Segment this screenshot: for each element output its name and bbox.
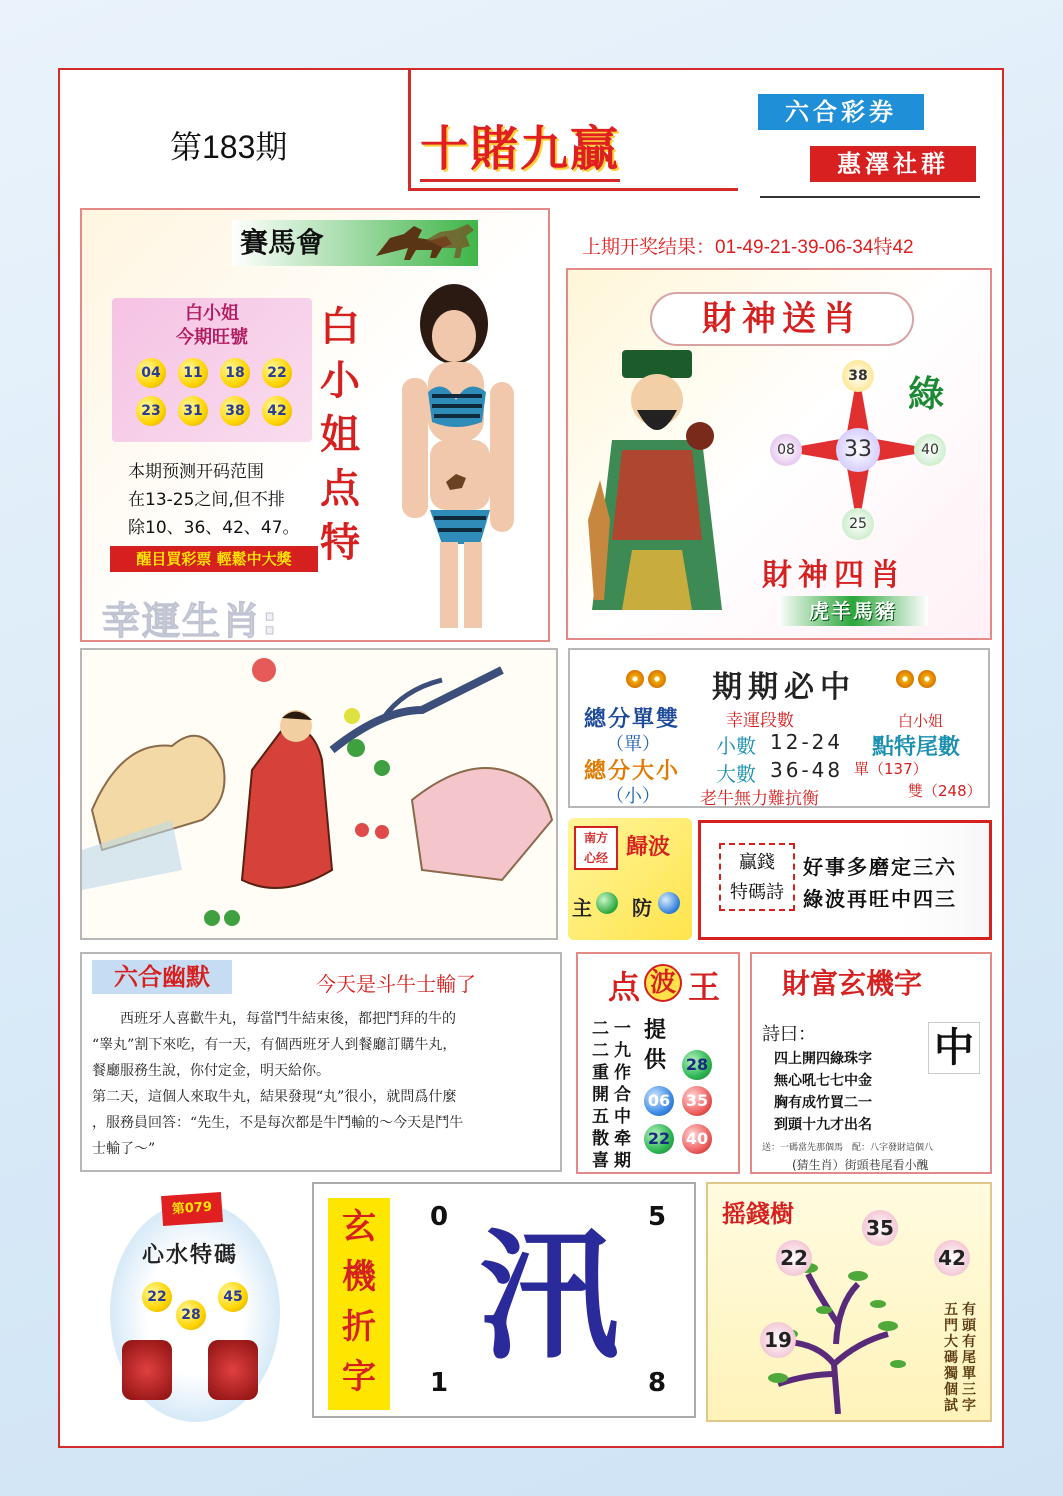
number-ball: 18 xyxy=(220,358,250,388)
wealth-god-title: 財神送肖 xyxy=(650,292,914,346)
riddle-line: 胸有成竹買二一 xyxy=(774,1095,872,1111)
heart-water-title: 心水特碼 xyxy=(142,1243,239,1268)
riddle-line: 無心吼七七中金 xyxy=(774,1073,872,1089)
heart-water-ball: 45 xyxy=(218,1282,248,1312)
coin-icon xyxy=(918,670,936,688)
sum-big-small-label: 總分大小 xyxy=(584,759,681,784)
prediction-line: 本期预测开码范围 xyxy=(128,462,264,482)
corner-number: 8 xyxy=(648,1368,667,1398)
poem-line: 綠波再旺中四三 xyxy=(803,887,957,911)
header-divider xyxy=(760,196,980,198)
header-divider xyxy=(408,188,738,191)
wave-king-column: 一九作合中牵期 xyxy=(614,1019,631,1171)
vertical-title: 白小姐点特 xyxy=(320,303,360,566)
tree-verse: 有頭有尾單三字 xyxy=(962,1302,976,1414)
card-title xyxy=(112,302,312,350)
return-wave-title: 歸波 xyxy=(626,835,671,860)
lucky-number-grid xyxy=(136,358,296,426)
corner-number: 1 xyxy=(430,1368,449,1398)
always-hit-title: 期期必中 xyxy=(712,670,856,705)
riddle-panel xyxy=(750,952,992,1174)
humor-line: 西班牙人喜歡牛丸，每當鬥牛結束後，都把鬥拜的牛的 xyxy=(92,1011,456,1027)
card-title-line: 白小姐 xyxy=(185,303,239,324)
number-ball: 22 xyxy=(262,358,292,388)
small-label: 小數 xyxy=(716,734,756,758)
brand-title: 十賭九贏 xyxy=(420,110,620,182)
split-character-label: 玄機折字 xyxy=(328,1198,390,1410)
small-range: 12-24 xyxy=(770,730,844,754)
community-tag: 惠澤社群 xyxy=(810,146,976,182)
double-tail: 雙（248） xyxy=(908,782,982,800)
winning-poem-panel xyxy=(698,820,992,940)
wave-ball: 40 xyxy=(682,1124,712,1154)
number-ball: 04 xyxy=(136,358,166,388)
blue-ball-icon xyxy=(658,892,680,914)
number-ball: 11 xyxy=(178,358,208,388)
number-ball: 31 xyxy=(178,396,208,426)
money-tree-illustration xyxy=(748,1224,928,1414)
tail-number-title: 點特尾數 xyxy=(872,735,961,760)
big-range: 36-48 xyxy=(770,758,844,782)
issue-badge: 第079 xyxy=(161,1192,223,1226)
lucky-zodiac-label: 幸運生肖: xyxy=(102,599,280,643)
ink-painting-illustration xyxy=(82,650,556,938)
slogan-banner: 醒目買彩票 輕鬆中大獎 xyxy=(110,546,318,572)
humor-line: “睾丸”割下來吃，有一天，有個西班牙人到餐廳訂購牛丸， xyxy=(92,1037,457,1053)
horse-club-title: 賽馬會 xyxy=(232,220,478,266)
riddle-foot: (猜生肖）街頭巷尾看小醜 xyxy=(792,1158,929,1172)
heart-water-panel xyxy=(80,1182,306,1438)
wave-king-column: 二二重開五散喜 xyxy=(592,1019,609,1171)
coin-icon xyxy=(648,670,666,688)
horse-club-panel xyxy=(80,208,550,642)
split-character-panel xyxy=(312,1182,696,1418)
wave-ball: 35 xyxy=(682,1086,712,1116)
big-label: 大數 xyxy=(716,762,756,786)
sum-odd-even-value: （單） xyxy=(606,734,660,755)
sum-odd-even-label: 總分單雙 xyxy=(584,707,681,732)
riddle-poem xyxy=(774,1048,872,1136)
sum-big-small-value: （小） xyxy=(606,786,660,807)
wave-king-title-1: 点 xyxy=(608,968,641,1006)
compass-center-ball: 33 xyxy=(836,428,880,472)
badge-line: 心经 xyxy=(583,851,608,865)
tree-verse: 五門大碼獨個試 xyxy=(944,1302,958,1414)
tree-ball: 42 xyxy=(934,1240,970,1276)
wealth-god-illustration xyxy=(582,340,732,620)
compass-left-ball: 08 xyxy=(770,434,802,466)
humor-body xyxy=(92,1006,554,1162)
heart-water-ball: 22 xyxy=(142,1282,172,1312)
wave-ball: 06 xyxy=(644,1086,674,1116)
wave-king-panel xyxy=(576,952,740,1174)
riddle-line: 到頭十九才出名 xyxy=(774,1117,872,1133)
wave-ball: 28 xyxy=(682,1050,712,1080)
poem-line: 好事多磨定三六 xyxy=(803,855,957,879)
riddle-title: 財富玄機字 xyxy=(782,967,923,1000)
lottery-sheet xyxy=(58,68,1004,1448)
money-tree-panel xyxy=(706,1182,992,1422)
compass-top-ball: 38 xyxy=(842,360,874,392)
wealth-god-panel xyxy=(566,268,992,640)
model-illustration xyxy=(372,282,542,632)
humor-line: 第二天，這個人來取牛丸，結果發現“丸”很小，就問爲什麼 xyxy=(92,1089,457,1105)
poem-label: 詩曰： xyxy=(762,1024,816,1045)
corner-number: 0 xyxy=(430,1202,449,1232)
riddle-line: 四上開四綠珠字 xyxy=(774,1051,872,1067)
south-badge xyxy=(574,826,618,870)
wave-king-title-2: 波 xyxy=(644,964,682,1002)
prediction-line: 除10、36、42、47。 xyxy=(128,518,300,538)
racing-horse-icon xyxy=(370,218,480,273)
corner-number: 5 xyxy=(648,1202,667,1232)
issue-number: 第183期 xyxy=(170,129,288,165)
provide-label: 提供 xyxy=(644,1018,667,1073)
riddle-foot: 送：一碼當先那個馬 配：八字發財這個八 xyxy=(762,1143,934,1153)
number-ball: 42 xyxy=(262,396,292,426)
south-wave-panel xyxy=(568,818,692,940)
last-draw-result: 上期开奖结果：01-49-21-39-06-34特42 xyxy=(582,237,914,258)
humor-tag: 六合幽默 xyxy=(92,960,232,994)
coin-icon xyxy=(896,670,914,688)
green-wave-char: 綠 xyxy=(908,373,945,415)
humor-line: 餐廳服務生說，你付定金，明天給你。 xyxy=(92,1063,330,1079)
lucky-number-card xyxy=(112,298,312,442)
range-prediction xyxy=(128,458,318,542)
poem-tag-line: 贏錢 xyxy=(739,852,775,873)
humor-line: ，服務員回答：“先生，不是每次都是牛鬥輸的～今天是鬥牛 xyxy=(92,1115,464,1131)
wave-king-title-3: 王 xyxy=(688,968,721,1006)
tree-ball: 22 xyxy=(776,1240,812,1276)
riddle-char: 中 xyxy=(928,1022,980,1074)
poem-tag xyxy=(719,843,795,911)
compass-bottom-ball: 25 xyxy=(842,508,874,540)
humor-line: 士輸了～” xyxy=(92,1141,156,1157)
badge-line: 南方 xyxy=(583,831,608,845)
humor-title: 今天是斗牛士輸了 xyxy=(316,972,476,996)
coin-icon xyxy=(626,670,644,688)
guard-label: 防 xyxy=(632,896,652,920)
boxing-glove-icon xyxy=(208,1340,258,1400)
number-ball: 38 xyxy=(220,396,250,426)
painting-panel xyxy=(80,648,558,940)
single-tail: 單（137） xyxy=(854,760,928,778)
humor-panel xyxy=(80,952,562,1172)
tree-ball: 19 xyxy=(760,1322,796,1358)
compass-right-ball: 40 xyxy=(914,434,946,466)
money-tree-title: 摇錢樹 xyxy=(722,1200,794,1228)
heart-water-ball: 28 xyxy=(176,1300,206,1330)
four-zodiac-list: 虎羊馬豬 xyxy=(778,596,928,626)
tree-ball: 35 xyxy=(862,1210,898,1246)
wave-ball: 22 xyxy=(644,1124,674,1154)
lottery-tag: 六合彩券 xyxy=(758,94,924,130)
lucky-range-label: 幸運段數 xyxy=(726,711,794,731)
header-divider xyxy=(408,70,411,190)
split-character: 汛 xyxy=(478,1216,619,1379)
number-ball: 23 xyxy=(136,396,166,426)
poem-tag-line: 特碼詩 xyxy=(730,882,784,903)
main-label: 主 xyxy=(572,896,592,920)
miss-bai-label: 白小姐 xyxy=(898,712,944,730)
four-zodiac-title: 財神四肖 xyxy=(762,558,906,593)
always-hit-panel xyxy=(568,648,990,808)
green-ball-icon xyxy=(596,892,618,914)
prediction-line: 在13-25之间,但不排 xyxy=(128,490,285,510)
card-title-line: 今期旺號 xyxy=(176,327,248,348)
boxing-glove-icon xyxy=(122,1340,172,1400)
always-hit-poem: 老牛無力難抗衡 xyxy=(700,789,819,809)
